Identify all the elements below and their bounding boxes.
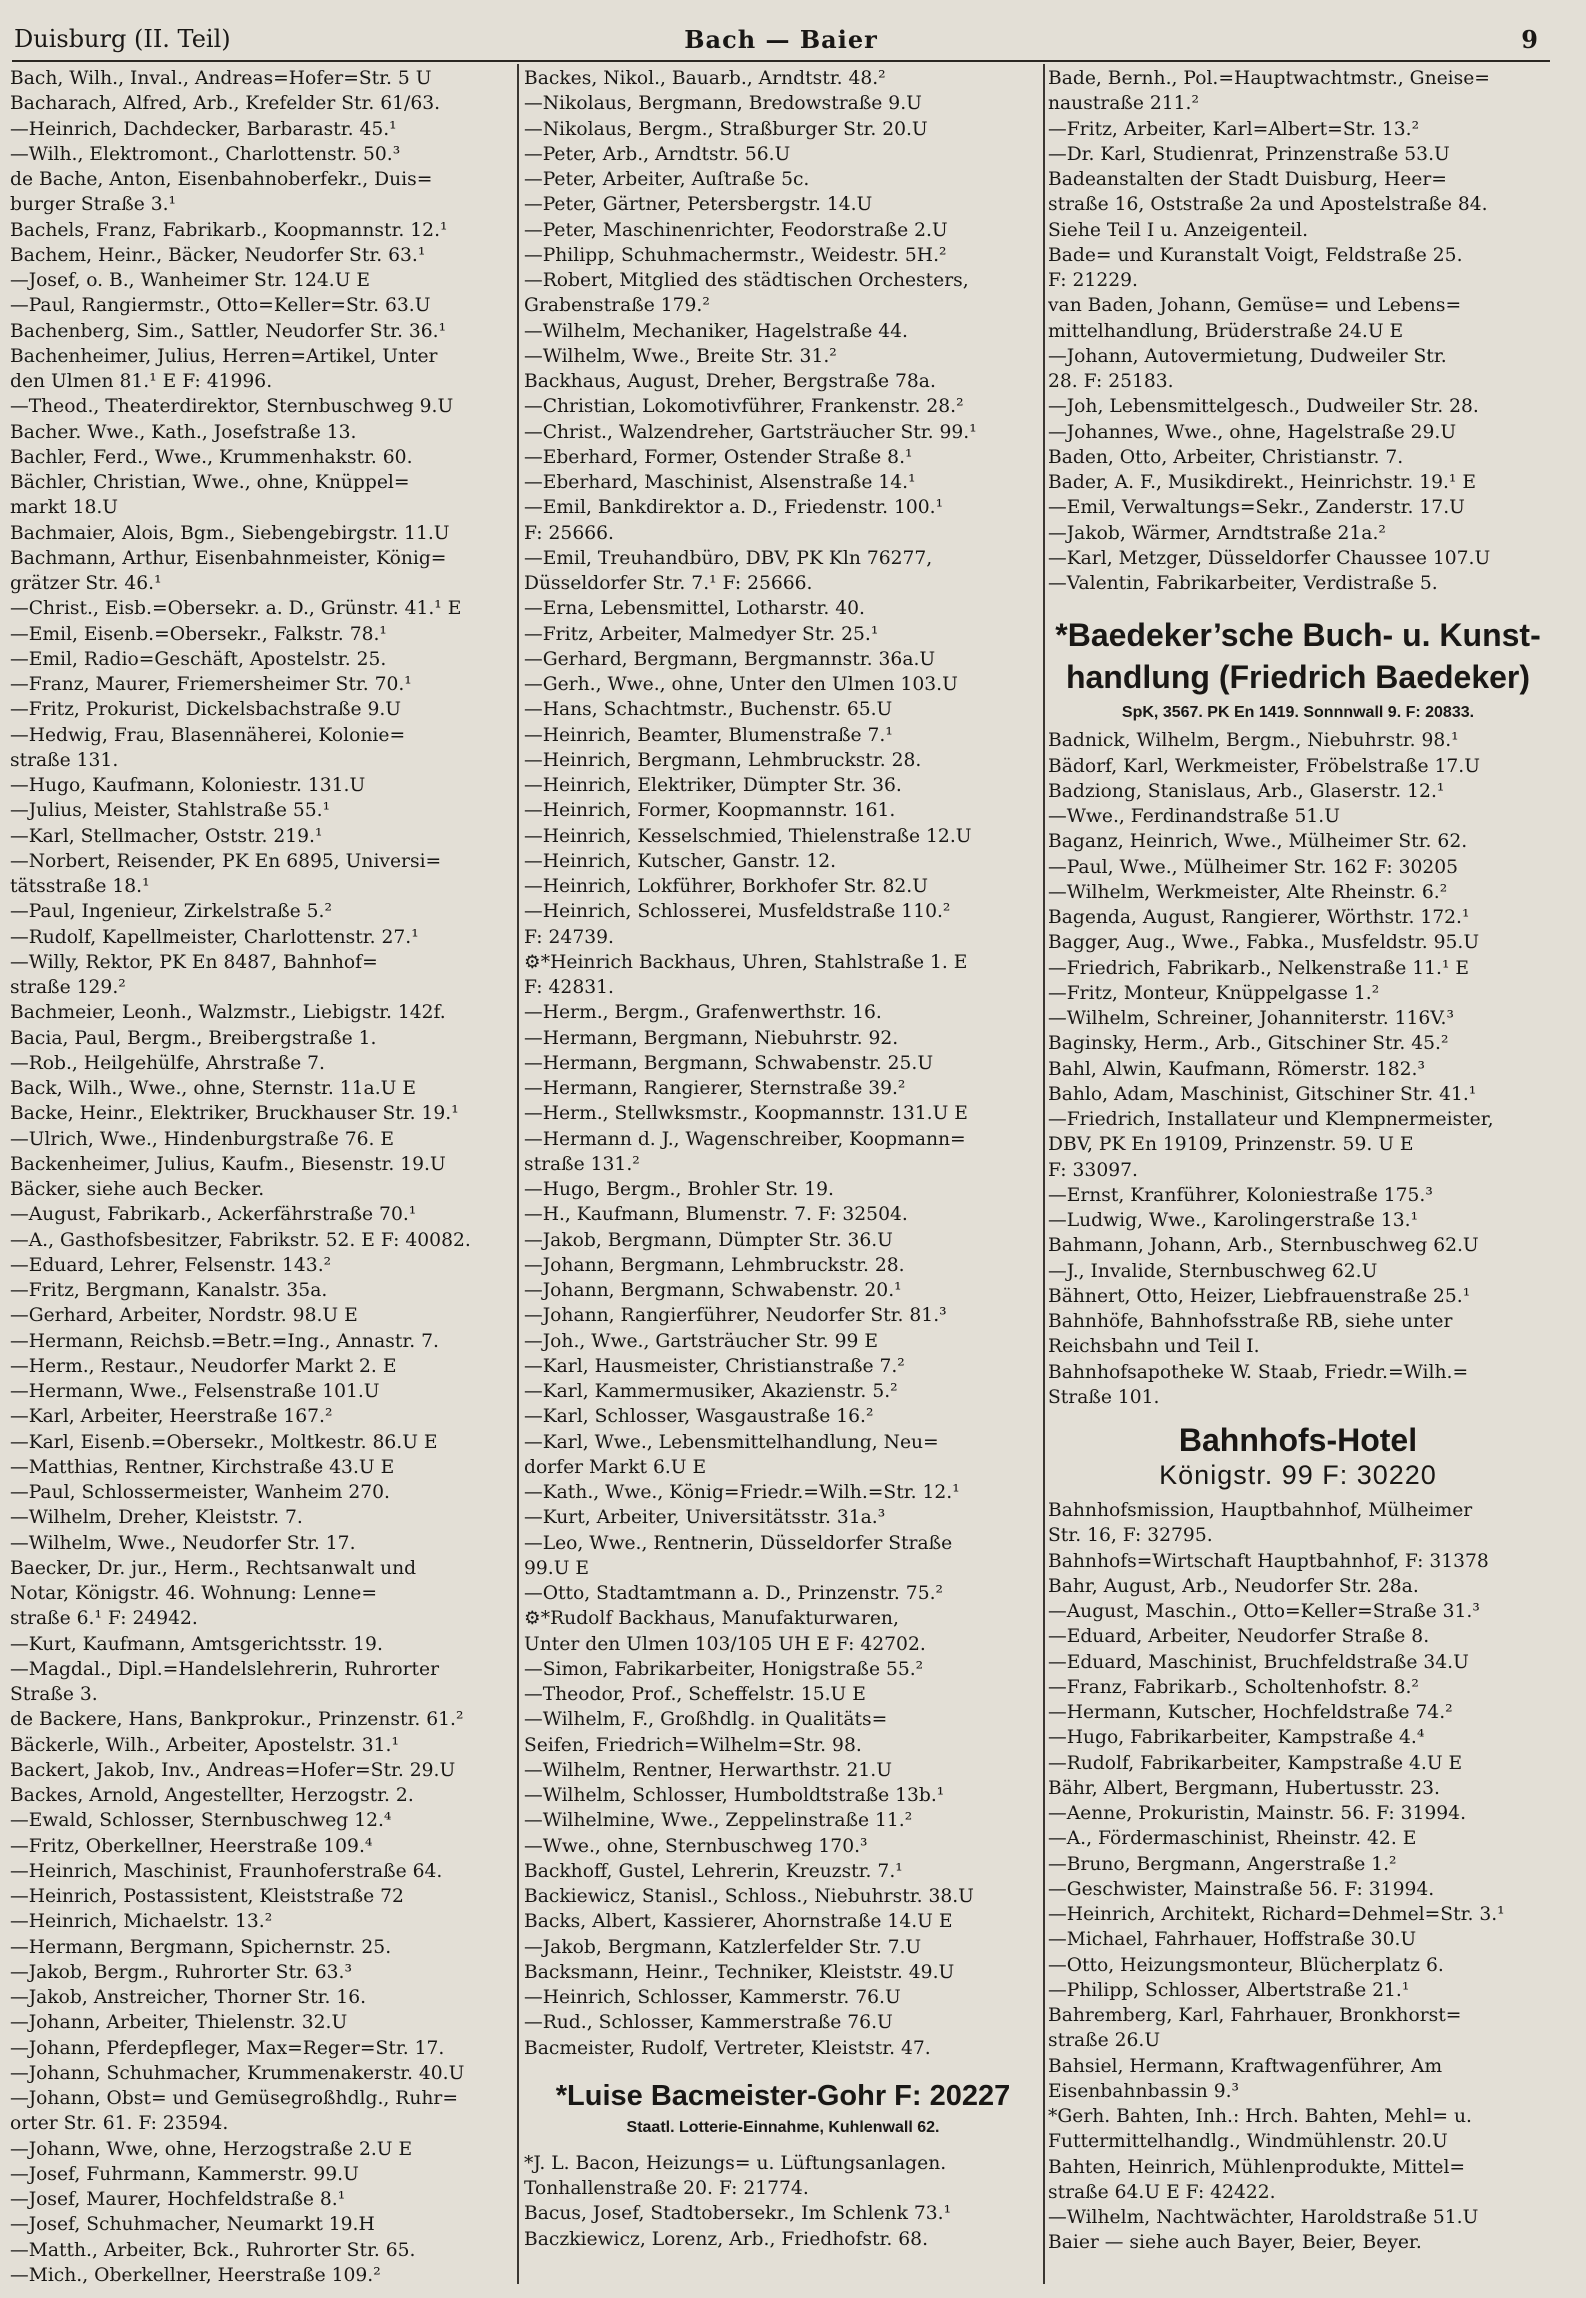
entry-line: Eisenbahnbassin 9.³ — [1048, 2080, 1240, 2102]
entry-line: —Geschwister, Mainstraße 56. F: 31994. — [1048, 1878, 1435, 1900]
entry-line: Bahsiel, Hermann, Kraftwagenführer, Am — [1048, 2055, 1443, 2077]
entry-line: de Bache, Anton, Eisenbahnoberfekr., Duis= — [10, 169, 433, 190]
entry-line: Grabenstraße 179.² — [524, 295, 710, 317]
entry-line: Unter den Ulmen 103/105 UH E F: 42702. — [524, 1633, 926, 1655]
ad-hotel-info: Königstr. 99 F: 30220 — [1159, 1460, 1437, 1490]
entry-line: —Rud., Schlosser, Kammerstraße 76.U — [524, 2012, 893, 2034]
entry-line: —Wilhelm, Wwe., Breite Str. 31.² — [524, 345, 837, 367]
entry-line: Baginsky, Herm., Arb., Gitschiner Str. 45.² — [1048, 1033, 1449, 1055]
entry-line: —Ludwig, Wwe., Karolingerstraße 13.¹ — [1048, 1210, 1419, 1231]
entry-line: —Gerhard, Arbeiter, Nordstr. 98.U E — [10, 1305, 358, 1327]
entry-line: —Wilhelm, Dreher, Kleiststr. 7. — [10, 1507, 303, 1529]
entry-line: Backs, Albert, Kassierer, Ahornstraße 14.U E — [524, 1911, 953, 1933]
entry-line: —Wilh., Elektromont., Charlottenstr. 50.³ — [10, 143, 401, 165]
entry-line: Bacia, Paul, Bergm., Breibergstraße 1. — [10, 1027, 377, 1049]
entry-line: —August, Maschin., Otto=Keller=Straße 31.³ — [1048, 1601, 1480, 1622]
entry-line: —Fritz, Arbeiter, Malmedyer Str. 25.¹ — [524, 623, 879, 645]
entry-line: —Kurt, Arbeiter, Universitätsstr. 31a.³ — [524, 1507, 886, 1529]
entry-line: —Philipp, Schuhmachermstr., Weidestr. 5H.² — [524, 244, 947, 266]
entry-line: —Fritz, Bergmann, Kanalstr. 35a. — [10, 1280, 328, 1301]
entry-line: Backes, Arnold, Angestellter, Herzogstr. 2. — [10, 1785, 414, 1806]
entry-line: Backert, Jakob, Inv., Andreas=Hofer=Str. 29.U — [10, 1759, 456, 1781]
entry-line: van Baden, Johann, Gemüse= und Lebens= — [1048, 295, 1462, 317]
column-3 — [1048, 66, 1548, 2288]
entry-line: straße 129.² — [10, 977, 126, 998]
entry-line: Bahnhofsapotheke W. Staab, Friedr.=Wilh.= — [1048, 1361, 1469, 1383]
entry-line: Bäcker, siehe auch Becker. — [10, 1179, 265, 1200]
entry-line: —Nikolaus, Bergm., Straßburger Str. 20.U — [524, 118, 928, 140]
entry-line: —Hermann, Rangierer, Sternstraße 39.² — [524, 1078, 906, 1099]
entry-line: —Wilhelm, Mechaniker, Hagelstraße 44. — [524, 320, 908, 342]
entry-line: DBV, PK En 19109, Prinzenstr. 59. U E — [1048, 1134, 1414, 1156]
entry-line: —Peter, Maschinenrichter, Feodorstraße 2.U — [524, 219, 948, 241]
entry-line: —Norbert, Reisender, PK En 6895, Universi= — [10, 850, 442, 872]
entry-line: straße 16, Oststraße 2a und Apostelstraße 84. — [1048, 194, 1488, 216]
entry-line: —Karl, Kammermusiker, Akazienstr. 5.² — [524, 1381, 898, 1402]
ad-luise-name: *Luise Bacmeister-Gohr F: 20227 — [555, 2079, 1011, 2112]
entry-line: ⚙*Heinrich Backhaus, Uhren, Stahlstraße 1. E — [524, 951, 968, 973]
entry-line: —Heinrich, Kesselschmied, Thielenstraße 12.U — [524, 825, 972, 847]
ad-baedeker-name: handlung (Friedrich Baedeker) — [1065, 659, 1531, 696]
entry-line: Seifen, Friedrich=Wilhelm=Str. 98. — [524, 1734, 862, 1756]
entry-line: Bachels, Franz, Fabrikarb., Koopmannstr. 12.¹ — [10, 219, 448, 241]
entry-line: *J. L. Bacon, Heizungs= u. Lüftungsanlagen. — [524, 2152, 947, 2174]
entry-line: —Jakob, Wärmer, Arndtstraße 21a.² — [1048, 522, 1386, 544]
entry-line: —Friedrich, Fabrikarb., Nelkenstraße 11.¹ E — [1048, 957, 1470, 979]
entry-line: Baier — siehe auch Bayer, Beier, Beyer. — [1048, 2232, 1422, 2254]
entry-line: —Gerh., Wwe., ohne, Unter den Ulmen 103.U — [524, 674, 958, 695]
entry-line: Bahremberg, Karl, Fahrhauer, Bronkhorst= — [1048, 2005, 1462, 2026]
entry-line: —Ernst, Kranführer, Koloniestraße 175.³ — [1048, 1184, 1433, 1206]
entry-line: —Rudolf, Fabrikarbeiter, Kampstraße 4.U E — [1048, 1752, 1463, 1774]
entry-line: Backsmann, Heinr., Techniker, Kleiststr. 49.U — [524, 1961, 955, 1983]
header-range: Bach — Baier — [684, 25, 878, 54]
entry-line: Tonhallenstraße 20. F: 21774. — [524, 2178, 809, 2199]
entry-line: Backhoff, Gustel, Lehrerin, Kreuzstr. 7.¹ — [524, 1860, 903, 1882]
entry-line: grätzer Str. 46.¹ — [10, 573, 162, 594]
entry-line: —Emil, Bankdirektor a. D., Friedenstr. 100.¹ — [524, 497, 944, 519]
entry-line: —Nikolaus, Bergmann, Bredowstraße 9.U — [524, 93, 922, 115]
column-divider — [517, 64, 519, 2284]
entry-line: —Jakob, Bergmann, Dümpter Str. 36.U — [524, 1229, 893, 1251]
entry-line: —Hermann d. J., Wagenschreiber, Koopmann= — [524, 1128, 966, 1150]
entry-line: —Heinrich, Lokführer, Borkhofer Str. 82.U — [524, 876, 928, 897]
entry-line: —Bruno, Bergmann, Angerstraße 1.² — [1048, 1853, 1397, 1875]
entry-line: Reichsbahn und Teil I. — [1048, 1336, 1260, 1358]
entry-line: —Emil, Treuhandbüro, DBV, PK Kln 76277, — [524, 547, 933, 569]
column-divider — [1043, 64, 1045, 2284]
entry-line: Düsseldorfer Str. 7.¹ F: 25666. — [524, 573, 813, 594]
entry-line: ⚙*Rudolf Backhaus, Manufakturwaren, — [524, 1608, 899, 1630]
entry-line: —Eduard, Arbeiter, Neudorfer Straße 8. — [1048, 1626, 1430, 1648]
entry-line: —Franz, Maurer, Friemersheimer Str. 70.¹ — [10, 674, 412, 695]
entry-line: —Michael, Fahrhauer, Hoffstraße 30.U — [1048, 1929, 1417, 1951]
entry-line: Back, Wilh., Wwe., ohne, Sternstr. 11a.U E — [10, 1078, 416, 1099]
entry-line: Bahlo, Adam, Maschinist, Gitschiner Str. 41.¹ — [1048, 1083, 1477, 1105]
entry-line: —Herm., Restaur., Neudorfer Markt 2. E — [10, 1355, 397, 1377]
entry-line: —Karl, Wwe., Lebensmittelhandlung, Neu= — [524, 1431, 939, 1453]
entry-line: —Wilhelmine, Wwe., Zeppelinstraße 11.² — [524, 1810, 913, 1832]
entry-line: —Leo, Wwe., Rentnerin, Düsseldorfer Straße — [524, 1532, 953, 1554]
ad-luise-info: Staatl. Lotterie-Einnahme, Kuhlenwall 62. — [626, 2118, 940, 2136]
entry-line: —Otto, Heizungsmonteur, Blücherplatz 6. — [1048, 1954, 1444, 1976]
entry-line: Bachmann, Arthur, Eisenbahnmeister, König= — [10, 547, 447, 569]
entry-line: burger Straße 3.¹ — [10, 194, 177, 216]
entry-line: Bähnert, Otto, Heizer, Liebfrauenstraße 25.¹ — [1048, 1285, 1471, 1307]
entry-line: —Simon, Fabrikarbeiter, Honigstraße 55.² — [524, 1658, 924, 1680]
entry-line: F: 33097. — [1048, 1159, 1138, 1181]
entry-line: —Hedwig, Frau, Blasennäherei, Kolonie= — [10, 724, 406, 746]
entry-line: —Friedrich, Installateur und Klempnermeister, — [1048, 1109, 1494, 1130]
entry-line: —Karl, Arbeiter, Heerstraße 167.² — [10, 1406, 333, 1428]
entry-line: —Dr. Karl, Studienrat, Prinzenstraße 53.U — [1048, 143, 1450, 165]
entry-line: Bacharach, Alfred, Arb., Krefelder Str. 61/63. — [10, 93, 441, 115]
entry-line: Backhaus, August, Dreher, Bergstraße 78a. — [524, 371, 936, 392]
entry-line: —Wilhelm, Werkmeister, Alte Rheinstr. 6.² — [1048, 881, 1448, 903]
entry-line: —Emil, Radio=Geschäft, Apostelstr. 25. — [10, 648, 387, 670]
entry-line: —J., Invalide, Sternbuschweg 62.U — [1048, 1260, 1378, 1282]
entry-line: dorfer Markt 6.U E — [524, 1456, 707, 1478]
entry-line: Bahl, Alwin, Kaufmann, Römerstr. 182.³ — [1048, 1058, 1425, 1080]
entry-line: —Wwe., ohne, Sternbuschweg 170.³ — [524, 1835, 868, 1857]
entry-line: —Johann, Arbeiter, Thielenstr. 32.U — [10, 2012, 348, 2034]
entry-line: —Kurt, Kaufmann, Amtsgerichtsstr. 19. — [10, 1633, 383, 1655]
entry-line: —Peter, Arb., Arndtstr. 56.U — [524, 143, 791, 165]
entry-line: —Joh, Lebensmittelgesch., Dudweiler Str. 28. — [1048, 396, 1479, 418]
entry-line: —Heinrich, Schlosser, Kammerstr. 76.U — [524, 1987, 901, 2008]
entry-line: —Heinrich, Schlosserei, Musfeldstraße 110.² — [524, 901, 951, 923]
entry-line: Bach, Wilh., Inval., Andreas=Hofer=Str. 5 U — [10, 68, 432, 89]
entry-line: straße 131.² — [524, 1153, 640, 1175]
entry-line: mittelhandlung, Brüderstraße 24.U E — [1048, 320, 1404, 342]
entry-line: —Joh., Wwe., Gartsträucher Str. 99 E — [524, 1330, 878, 1352]
entry-line: —Matth., Arbeiter, Bck., Ruhrorter Str. 65. — [10, 2239, 416, 2261]
entry-line: —Wwe., Ferdinandstraße 51.U — [1048, 806, 1340, 827]
entry-line: Siehe Teil I u. Anzeigenteil. — [1048, 219, 1309, 241]
entry-line: Bade, Bernh., Pol.=Hauptwachtmstr., Gneise= — [1048, 68, 1490, 89]
entry-line: —Josef, Maurer, Hochfeldstraße 8.¹ — [10, 2189, 346, 2210]
entry-line: F: 42831. — [524, 977, 614, 998]
entry-line: 99.U E — [524, 1557, 590, 1579]
entry-line: —Johann, Obst= und Gemüsegroßhdlg., Ruhr= — [10, 2088, 459, 2109]
entry-line: —Rudolf, Kapellmeister, Charlottenstr. 27.¹ — [10, 926, 419, 948]
entry-line: —Hermann, Bergmann, Schwabenstr. 25.U — [524, 1052, 934, 1074]
entry-line: —Herm., Bergm., Grafenwerthstr. 16. — [524, 1002, 882, 1024]
entry-line: —Heinrich, Elektriker, Dümpter Str. 36. — [524, 775, 902, 796]
entry-line: Baden, Otto, Arbeiter, Christianstr. 7. — [1048, 446, 1404, 468]
entry-line: —Karl, Schlosser, Wasgaustraße 16.² — [524, 1406, 874, 1428]
entry-line: —Wilhelm, F., Großhdlg. in Qualitäts= — [524, 1709, 888, 1731]
entry-line: F: 21229. — [1048, 270, 1138, 291]
page-number: 9 — [1521, 25, 1538, 54]
entry-line: Bahnhofsmission, Hauptbahnhof, Mülheimer — [1048, 1500, 1473, 1521]
column-1 — [10, 66, 510, 2288]
entry-line: —Johann, Wwe, ohne, Herzogstraße 2.U E — [10, 2138, 413, 2160]
entry-line: —Peter, Gärtner, Petersbergstr. 14.U — [524, 194, 873, 216]
entry-line: Backenheimer, Julius, Kaufm., Biesenstr. 19.U — [10, 1153, 446, 1175]
entry-line: Bagger, Aug., Wwe., Fabka., Musfeldstr. 95.U — [1048, 932, 1480, 954]
entry-line: —Karl, Metzger, Düsseldorfer Chaussee 107.U — [1048, 547, 1491, 569]
entry-line: Badziong, Stanislaus, Arb., Glaserstr. 12.¹ — [1048, 780, 1445, 802]
entry-line: —Wilhelm, Rentner, Herwarthstr. 21.U — [524, 1759, 892, 1781]
entry-line: —A., Fördermaschinist, Rheinstr. 42. E — [1048, 1828, 1417, 1850]
entry-line: —Hugo, Bergm., Brohler Str. 19. — [524, 1179, 834, 1200]
entry-line: markt 18.U — [10, 497, 119, 519]
entry-line: —Hermann, Wwe., Felsenstraße 101.U — [10, 1381, 380, 1402]
entry-line: Baczkiewicz, Lorenz, Arb., Friedhofstr. 68. — [524, 2228, 929, 2250]
entry-line: —Jakob, Anstreicher, Thorner Str. 16. — [10, 1987, 367, 2008]
entry-line: —Wilhelm, Schreiner, Johanniterstr. 116V.³ — [1048, 1008, 1454, 1029]
entry-line: —Karl, Hausmeister, Christianstraße 7.² — [524, 1355, 905, 1377]
entry-line: Bader, A. F., Musikdirekt., Heinrichstr. 19.¹ E — [1048, 472, 1476, 493]
entry-line: straße 64.U E F: 42422. — [1048, 2181, 1276, 2203]
entry-line: —Rob., Heilgehülfe, Ahrstraße 7. — [10, 1052, 325, 1074]
entry-line: —Johann, Autovermietung, Dudweiler Str. — [1048, 345, 1447, 367]
entry-line: —Hermann, Kutscher, Hochfeldstraße 74.² — [1048, 1702, 1453, 1723]
entry-line: Bachler, Ferd., Wwe., Krummenhakstr. 60. — [10, 446, 413, 468]
entry-line: —Paul, Rangiermstr., Otto=Keller=Str. 63.U — [10, 295, 431, 317]
entry-line: Bagenda, August, Rangierer, Wörthstr. 172.¹ — [1048, 907, 1470, 928]
entry-line: Bacmeister, Rudolf, Vertreter, Kleiststr. 47. — [524, 2037, 931, 2059]
entry-line: —Heinrich, Beamter, Blumenstraße 7.¹ — [524, 724, 893, 746]
entry-line: —Wilhelm, Schlosser, Humboldtstraße 13b.¹ — [524, 1785, 945, 1806]
entry-line: —Johann, Rangierführer, Neudorfer Str. 81.³ — [524, 1305, 947, 1327]
column-2 — [524, 66, 1042, 2288]
entry-line: —Heinrich, Kutscher, Ganstr. 12. — [524, 850, 837, 872]
entry-line: —Magdal., Dipl.=Handelslehrerin, Ruhrorter — [10, 1658, 440, 1680]
entry-line: den Ulmen 81.¹ E F: 41996. — [10, 371, 273, 392]
entry-line: —Aenne, Prokuristin, Mainstr. 56. F: 31994. — [1048, 1803, 1467, 1824]
entry-line: —Hugo, Fabrikarbeiter, Kampstraße 4.⁴ — [1048, 1727, 1425, 1749]
entry-line: —Erna, Lebensmittel, Lotharstr. 40. — [524, 598, 865, 620]
entry-line: Str. 16, F: 32795. — [1048, 1525, 1213, 1547]
entry-line: de Backere, Hans, Bankprokur., Prinzenstr. 61.² — [10, 1709, 464, 1731]
entry-line: —Herm., Stellwksmstr., Koopmannstr. 131.U E — [524, 1103, 968, 1125]
entry-line: Bachenheimer, Julius, Herren=Artikel, Unter — [10, 345, 438, 367]
entry-line: —Hugo, Kaufmann, Koloniestr. 131.U — [10, 775, 366, 796]
entry-line: —Paul, Wwe., Mülheimer Str. 162 F: 30205 — [1048, 856, 1459, 878]
entry-line: Baecker, Dr. jur., Herm., Rechtsanwalt und — [10, 1557, 417, 1579]
entry-line: —Heinrich, Architekt, Richard=Dehmel=Str. 3.¹ — [1048, 1904, 1505, 1925]
entry-line: Bahnhofs=Wirtschaft Hauptbahnhof, F: 31378 — [1048, 1550, 1489, 1572]
entry-line: Bahnhöfe, Bahnhofsstraße RB, siehe unter — [1048, 1311, 1453, 1332]
ad-baedeker-name: *Baedeker’sche Buch- u. Kunst- — [1055, 617, 1541, 654]
entry-line: —Karl, Eisenb.=Obersekr., Moltkestr. 86.U E — [10, 1431, 438, 1453]
entry-line: straße 26.U — [1048, 2030, 1161, 2052]
entry-line: Bädorf, Karl, Werkmeister, Fröbelstraße 17.U — [1048, 755, 1480, 777]
entry-line: tätsstraße 18.¹ — [10, 876, 150, 897]
entry-line: —Philipp, Schlosser, Albertstraße 21.¹ — [1048, 1979, 1410, 2001]
ad-luise[interactable] — [524, 2077, 1042, 2141]
entry-line: —Eduard, Lehrer, Felsenstr. 143.² — [10, 1254, 332, 1276]
entry-line: —Fritz, Monteur, Knüppelgasse 1.² — [1048, 982, 1380, 1004]
entry-line: Bachmaier, Alois, Bgm., Siebengebirgstr. 11.U — [10, 522, 450, 544]
entry-line: *Gerh. Bahten, Inh.: Hrch. Bahten, Mehl= u. — [1048, 2106, 1472, 2127]
entry-line: —Fritz, Prokurist, Dickelsbachstraße 9.U — [10, 699, 402, 721]
entry-line: —Emil, Verwaltungs=Sekr., Zanderstr. 17.U — [1048, 497, 1465, 519]
entry-line: F: 25666. — [524, 522, 614, 544]
entry-line: —Johann, Bergmann, Schwabenstr. 20.¹ — [524, 1280, 902, 1301]
entry-line: —Julius, Meister, Stahlstraße 55.¹ — [10, 800, 331, 822]
entry-line: —Valentin, Fabrikarbeiter, Verdistraße 5. — [1048, 573, 1438, 594]
entry-line: —Jakob, Bergm., Ruhrorter Str. 63.³ — [10, 1961, 352, 1983]
entry-line: —Eberhard, Former, Ostender Straße 8.¹ — [524, 446, 913, 468]
entry-line: Bacus, Josef, Stadtobersekr., Im Schlenk 73.¹ — [524, 2203, 952, 2225]
entry-line: —Hermann, Bergmann, Spichernstr. 25. — [10, 1936, 392, 1958]
entry-line: straße 131. — [10, 749, 119, 771]
entry-line: Bähr, Albert, Bergmann, Hubertusstr. 23. — [1048, 1777, 1440, 1799]
entry-line: —Wilhelm, Nachtwächter, Haroldstraße 51.U — [1048, 2207, 1479, 2228]
entry-line: —Ulrich, Wwe., Hindenburgstraße 76. E — [10, 1128, 395, 1150]
entry-line: —Otto, Stadtamtmann a. D., Prinzenstr. 75.² — [524, 1583, 944, 1604]
ad-hotel-name: Bahnhofs-Hotel — [1178, 1422, 1418, 1458]
entry-line: —Johann, Schuhmacher, Krummenakerstr. 40.U — [10, 2062, 465, 2084]
entry-line: —Gerhard, Bergmann, Bergmannstr. 36a.U — [524, 648, 936, 670]
entry-line: —Johann, Bergmann, Lehmbruckstr. 28. — [524, 1254, 905, 1276]
entry-line: —Emil, Eisenb.=Obersekr., Falkstr. 78.¹ — [10, 623, 387, 645]
entry-line: Backes, Nikol., Bauarb., Arndtstr. 48.² — [524, 68, 886, 89]
entry-line: Bächler, Christian, Wwe., ohne, Knüppel= — [10, 472, 410, 493]
entry-line: Bachmeier, Leonh., Walzmstr., Liebigstr. 142f. — [10, 1002, 446, 1024]
entry-line: —Eberhard, Maschinist, Alsenstraße 14.¹ — [524, 472, 916, 493]
entry-line: —Kath., Wwe., König=Friedr.=Wilh.=Str. 12.¹ — [524, 1482, 960, 1503]
entry-line: Futtermittelhandlg., Windmühlenstr. 20.U — [1048, 2131, 1448, 2153]
entry-line: Badnick, Wilhelm, Bergm., Niebuhrstr. 98.¹ — [1048, 730, 1459, 752]
entry-line: Bahr, August, Arb., Neudorfer Str. 28a. — [1048, 1575, 1419, 1597]
entry-line: —Heinrich, Dachdecker, Barbarastr. 45.¹ — [10, 118, 397, 140]
header-city: Duisburg (II. Teil) — [14, 25, 231, 53]
entry-line: naustraße 211.² — [1048, 93, 1199, 115]
entry-line: —Jakob, Bergmann, Katzlerfelder Str. 7.U — [524, 1936, 922, 1958]
entry-line: Bacher. Wwe., Kath., Josefstraße 13. — [10, 421, 357, 443]
entry-line: Baganz, Heinrich, Wwe., Mülheimer Str. 62. — [1048, 831, 1468, 853]
entry-line: —Franz, Fabrikarb., Scholtenhofstr. 8.² — [1048, 1676, 1419, 1698]
ad-hotel[interactable] — [1048, 1422, 1548, 1492]
entry-line: Straße 3. — [10, 1684, 98, 1705]
entry-line: —Fritz, Oberkellner, Heerstraße 109.⁴ — [10, 1835, 373, 1857]
entry-line: —Christian, Lokomotivführer, Frankenstr. 28.² — [524, 396, 964, 418]
entry-line: —Fritz, Arbeiter, Karl=Albert=Str. 13.² — [1048, 118, 1420, 140]
entry-line: —Matthias, Rentner, Kirchstraße 43.U E — [10, 1456, 395, 1478]
entry-line: Notar, Königstr. 46. Wohnung: Lenne= — [10, 1583, 378, 1604]
page-header — [12, 22, 1550, 62]
entry-line: —Theod., Theaterdirektor, Sternbuschweg 9.U — [10, 396, 454, 418]
entry-line: —Wilhelm, Wwe., Neudorfer Str. 17. — [10, 1532, 356, 1554]
entry-line: Bachenberg, Sim., Sattler, Neudorfer Str. 36.¹ — [10, 320, 447, 342]
entry-line: orter Str. 61. F: 23594. — [10, 2113, 229, 2135]
entry-line: Bachem, Heinr., Bäcker, Neudorfer Str. 63.¹ — [10, 244, 426, 266]
entry-line: —Heinrich, Michaelstr. 13.² — [10, 1911, 273, 1933]
entry-line: F: 24739. — [524, 926, 614, 948]
entry-line: —Heinrich, Bergmann, Lehmbruckstr. 28. — [524, 749, 922, 771]
entry-line: —August, Fabrikarb., Ackerfährstraße 70.¹ — [10, 1204, 417, 1226]
entry-line: Bade= und Kuranstalt Voigt, Feldstraße 25. — [1048, 244, 1463, 266]
entry-line: —Hermann, Reichsb.=Betr.=Ing., Annastr. 7. — [10, 1330, 439, 1352]
entry-line: 28. F: 25183. — [1048, 371, 1174, 392]
ad-baedeker-info: SpK, 3567. PK En 1419. Sonnnwall 9. F: 20833. — [1121, 704, 1475, 722]
entry-line: —Eduard, Maschinist, Bruchfeldstraße 34.U — [1048, 1651, 1469, 1673]
entry-line: Backe, Heinr., Elektriker, Bruckhauser Str. 19.¹ — [10, 1103, 459, 1125]
entry-line: —Johannes, Wwe., ohne, Hagelstraße 29.U — [1048, 421, 1457, 443]
entry-line: —Josef, Fuhrmann, Kammerstr. 99.U — [10, 2163, 359, 2185]
entry-line: straße 6.¹ F: 24942. — [10, 1608, 198, 1630]
entry-line: Bäckerle, Wilh., Arbeiter, Apostelstr. 31.¹ — [10, 1734, 399, 1756]
entry-line: —Heinrich, Postassistent, Kleiststraße 72 — [10, 1886, 404, 1907]
entry-line: —Paul, Ingenieur, Zirkelstraße 5.² — [10, 901, 332, 923]
entry-line: Bahmann, Johann, Arb., Sternbuschweg 62.U — [1048, 1235, 1479, 1257]
entry-line: —Mich., Oberkellner, Heerstraße 109.² — [10, 2264, 381, 2286]
entry-line: Bahten, Heinrich, Mühlenprodukte, Mittel= — [1048, 2156, 1466, 2178]
entry-line: —Karl, Stellmacher, Oststr. 219.¹ — [10, 825, 323, 847]
entry-line: —Willy, Rektor, PK En 8487, Bahnhof= — [10, 951, 378, 973]
entry-line: —Hans, Schachtmstr., Buchenstr. 65.U — [524, 699, 893, 721]
entry-line: —Josef, o. B., Wanheimer Str. 124.U E — [10, 270, 371, 291]
entry-line: —Johann, Pferdepfleger, Max=Reger=Str. 17. — [10, 2037, 445, 2059]
entry-line: —A., Gasthofsbesitzer, Fabrikstr. 52. E F: 40082. — [10, 1229, 471, 1251]
entry-line: Backiewicz, Stanisl., Schloss., Niebuhrstr. 38.U — [524, 1886, 974, 1907]
entry-line: —Paul, Schlossermeister, Wanheim 270. — [10, 1482, 390, 1503]
entry-line: —Peter, Arbeiter, Auſtraße 5c. — [524, 169, 810, 190]
entry-line: Badeanstalten der Stadt Duisburg, Heer= — [1048, 169, 1447, 190]
entry-line: —Robert, Mitglied des städtischen Orchesters, — [524, 270, 969, 291]
entry-line: —H., Kaufmann, Blumenstr. 7. F: 32504. — [524, 1204, 908, 1226]
entry-line: —Theodor, Prof., Scheffelstr. 15.U E — [524, 1684, 866, 1705]
entry-line: —Christ., Walzendreher, Gartsträucher Str. 99.¹ — [524, 421, 977, 443]
ad-baedeker[interactable] — [1048, 614, 1548, 728]
entry-line: Straße 101. — [1048, 1386, 1160, 1408]
entry-line: —Hermann, Bergmann, Niebuhrstr. 92. — [524, 1027, 899, 1049]
entry-line: —Heinrich, Former, Koopmannstr. 161. — [524, 800, 896, 822]
entry-line: —Ewald, Schlosser, Sternbuschweg 12.⁴ — [10, 1810, 392, 1832]
entry-line: —Heinrich, Maschinist, Fraunhoferstraße 64. — [10, 1860, 443, 1882]
entry-line: —Christ., Eisb.=Obersekr. a. D., Grünstr. 41.¹ E — [10, 598, 462, 620]
entry-line: —Josef, Schuhmacher, Neumarkt 19.H — [10, 2214, 375, 2236]
